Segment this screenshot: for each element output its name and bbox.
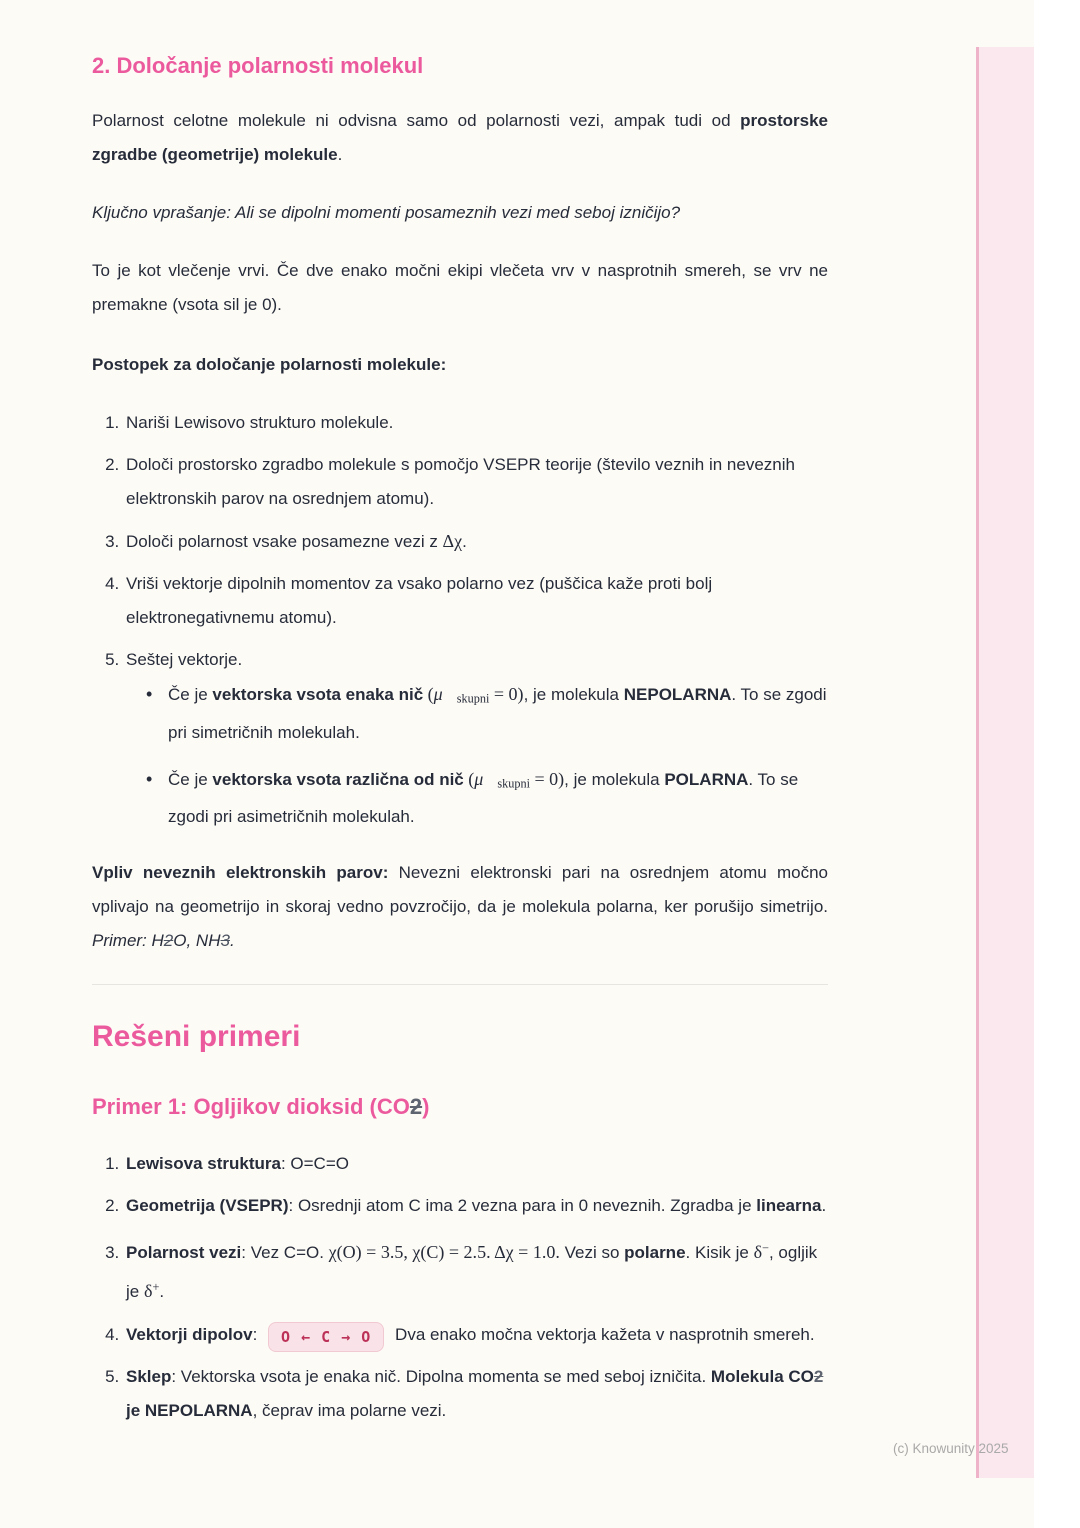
list-item-draw-lewis: 1. Nariši Lewisovo strukturo molekule.	[124, 406, 828, 440]
watermark: (c) Knowunity 2025	[893, 1441, 1009, 1456]
procedure-heading: Postopek za določanje polarnosti molekule:	[92, 355, 447, 374]
list-item-vsepr-geometry: 2. Določi prostorsko zgradbo molekule s pomočjo VSEPR teorije (število veznih in neveznih elektronskih parov na osrednjem atomu).	[124, 448, 828, 516]
list-item-lewis-structure: 1. Lewisova struktura: O=C=O	[124, 1147, 828, 1181]
accent-strip	[976, 47, 1034, 1478]
list-item-text: Seštej vektorje.	[126, 650, 243, 669]
list-item-dipole-vectors: 4. Vektorji dipolov: O ← C → O Dva enako močna vektorja kažeta v nasprotnih smereh.	[124, 1318, 828, 1352]
list-item-bond-polarity: 3. Polarnost vezi: Vez C=O. χ(O) = 3.5, χ(C) = 2.5. Δχ = 1.0. Vezi so polarne. Kisik je δ−, ogljik je δ+.	[124, 1231, 828, 1309]
paragraph-lone-pair-influence: Vpliv neveznih elektronskih parov: Nevezni elektronski pari na osrednjem atomu močno vplivajo na geometrijo in skoraj vedno povzročijo, da je molekula polarna, ker porušijo simetrijo. Primer: H2O, NH3.	[92, 863, 828, 951]
section-heading: 2. Določanje polarnosti molekul	[92, 53, 424, 78]
example1-heading: Primer 1: Ogljikov dioksid (CO2)	[92, 1094, 430, 1120]
vector-sum-outcomes-list	[126, 677, 828, 834]
section-divider	[92, 984, 828, 985]
paragraph-key-question: Ključno vprašanje: Ali se dipolni momenti posameznih vezi med seboj izničijo?	[92, 203, 681, 222]
list-item-bond-polarity: 3. Določi polarnost vsake posamezne vezi z Δχ.	[124, 524, 828, 559]
procedure-list	[92, 406, 828, 834]
list-item-draw-vectors: 4. Vriši vektorje dipolnih momentov za vsako polarno vez (puščica kaže proti bolj elektronegativnemu atomu).	[124, 567, 828, 635]
document-content	[92, 0, 828, 1450]
paragraph-polarity-intro: Polarnost celotne molekule ni odvisna samo od polarnosti vezi, ampak tudi od prostorske zgradbe (geometrije) molekule.	[92, 111, 828, 164]
list-item-geometry: 2. Geometrija (VSEPR): Osrednji atom C ima 2 vezna para in 0 neveznih. Zgradba je linearna.	[124, 1189, 828, 1223]
list-item-sum-vectors	[124, 643, 828, 834]
solved-examples-heading: Rešeni primeri	[92, 1020, 301, 1054]
list-item-conclusion: 5. Sklep: Vektorska vsota je enaka nič. Dipolna momenta se med seboj izničita. Molekula CO2 je NEPOLARNA, čeprav ima polarne vezi.	[124, 1360, 828, 1428]
paragraph-rope-analogy: To je kot vlečenje vrvi. Če dve enako močni ekipi vlečeta vrv v nasprotnih smereh, se vrv ne premakne (vsota sil je 0).	[92, 261, 828, 314]
list-item-polar-case: • Če je vektorska vsota različna od nič (μ⃗skupni = 0), je molekula POLARNA. To se zgodi pri asimetričnih molekulah.	[168, 762, 828, 835]
example1-list	[92, 1147, 828, 1427]
list-item-nonpolar-case: • Če je vektorska vsota enaka nič (μ⃗skupni = 0), je molekula NEPOLARNA. To se zgodi pri simetričnih molekulah.	[168, 677, 828, 750]
